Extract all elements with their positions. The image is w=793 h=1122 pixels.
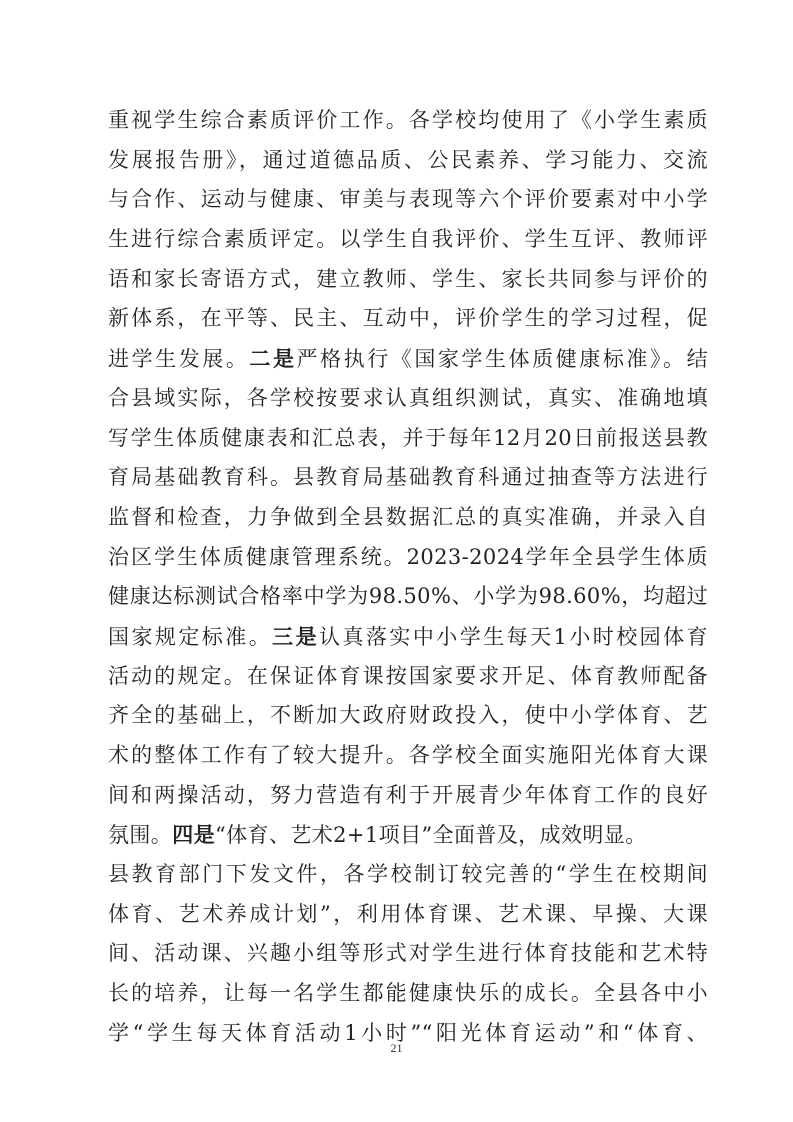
text-segment: 县教育部门下发文件，各学校制订较完善的“学生在校期间 (108, 862, 708, 887)
text-segment: “体育、艺术2+1项目”全面普及，成效明显。 (215, 823, 647, 848)
text-line (108, 260, 708, 300)
text-line (108, 974, 708, 1014)
text-segment: 语和家长寄语方式，建立教师、学生、家长共同参与评价的 (108, 266, 708, 291)
text-line (108, 895, 708, 935)
text-segment: 氛围。 (108, 823, 173, 848)
text-line (108, 617, 708, 657)
text-line (108, 101, 708, 141)
emphasis-marker: 四是 (172, 822, 216, 848)
text-line (108, 815, 708, 855)
text-line (108, 141, 708, 181)
text-segment: 齐全的基础上，不断加大政府财政投入，使中小学体育、艺 (108, 703, 708, 728)
text-segment: 严格执行《国家学生体质健康标准》。结 (296, 347, 709, 372)
text-segment: 术的整体工作有了较大提升。各学校全面实施阳光体育大课 (108, 743, 708, 767)
emphasis-marker: 三是 (272, 623, 320, 649)
text-line (108, 339, 708, 379)
text-segment: 与合作、运动与健康、审美与表现等六个评价要素对中小学 (108, 187, 708, 212)
text-line (108, 419, 708, 459)
text-line (108, 855, 708, 895)
text-segment: 体育、艺术养成计划”，利用体育课、艺术课、早操、大课 (108, 901, 708, 926)
emphasis-marker: 二是 (249, 346, 297, 372)
text-line (108, 776, 708, 816)
text-line (108, 538, 708, 578)
text-segment: 学“学生每天体育活动1小时”“阳光体育运动”和“体育、 (108, 1020, 708, 1045)
text-line (108, 696, 708, 736)
text-segment: 国家规定标准。 (108, 624, 273, 649)
text-line (108, 220, 708, 260)
text-line (108, 657, 708, 697)
body-text (108, 101, 708, 1054)
text-segment: 新体系，在平等、民主、互动中，评价学生的学习过程，促 (108, 306, 708, 331)
text-line (108, 379, 708, 419)
text-segment: 发展报告册》，通过道德品质、公民素养、学习能力、交流 (108, 147, 708, 172)
text-segment: 健康达标测试合格率中学为98.50%、小学为98.60%，均超过 (108, 584, 708, 609)
text-line (108, 498, 708, 538)
text-line (108, 577, 708, 617)
text-segment: 进学生发展。 (108, 347, 250, 372)
text-segment: 生进行综合素质评定。以学生自我评价、学生互评、教师评 (108, 227, 708, 252)
text-line (108, 934, 708, 974)
text-segment: 间、活动课、兴趣小组等形式对学生进行体育技能和艺术特 (108, 941, 708, 966)
text-line (108, 299, 708, 339)
text-segment: 监督和检查，力争做到全县数据汇总的真实准确，并录入自 (108, 504, 708, 529)
text-segment: 育局基础教育科。县教育局基础教育科通过抽查等方法进行 (108, 465, 708, 490)
text-segment: 认真落实中小学生每天1小时校园体育 (319, 624, 708, 649)
text-segment: 治区学生体质健康管理系统。2023-2024学年全县学生体质 (108, 544, 708, 569)
text-line (108, 180, 708, 220)
text-line (108, 458, 708, 498)
text-segment: 长的培养，让每一名学生都能健康快乐的成长。全县各中小 (108, 981, 708, 1006)
text-segment: 重视学生综合素质评价工作。各学校均使用了《小学生素质 (108, 108, 708, 132)
text-segment: 合县域实际，各学校按要求认真组织测试，真实、准确地填 (108, 385, 708, 410)
text-line (108, 736, 708, 776)
text-segment: 活动的规定。在保证体育课按国家要求开足、体育教师配备 (108, 663, 708, 688)
text-segment: 写学生体质健康表和汇总表，并于每年12月20日前报送县教 (108, 425, 708, 450)
text-segment: 间和两操活动，努力营造有利于开展青少年体育工作的良好 (108, 782, 708, 807)
page-number: 21 (390, 1041, 403, 1055)
